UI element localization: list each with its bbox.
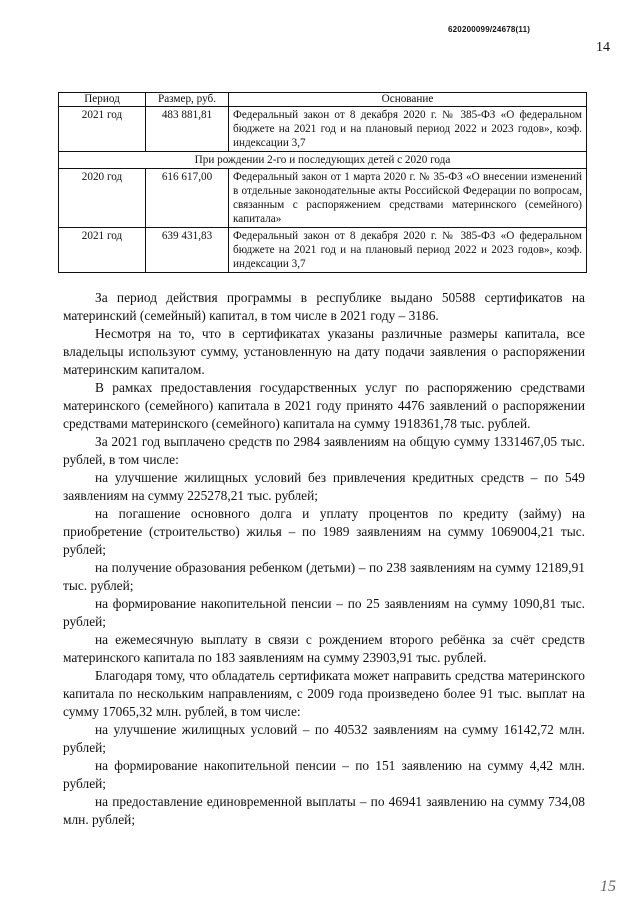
cell-period: 2020 год xyxy=(59,169,146,228)
list-item: на погашение основного долга и уплату процентов по кредиту (займу) на приобретение (строительство) жилья – по 1989 заявлениям на сумму 1069004,21 тыс. рублей; xyxy=(63,506,585,557)
cell-basis: Федеральный закон от 8 декабря 2020 г. № 385-ФЗ «О федеральном бюджете на 2021 год и на плановый период 2022 и 2023 годов», коэф. индексации 3,7 xyxy=(229,228,587,273)
list-item: на формирование накопительной пенсии – по 25 заявлениям на сумму 1090,81 тыс. рублей; xyxy=(63,596,585,629)
cell-basis: Федеральный закон от 1 марта 2020 г. № 35-ФЗ «О внесении изменений в отдельные законодательные акты Российской Федерации по вопросам, связанным с распоряжением средствами материнского (семейного) капитала» xyxy=(229,169,587,228)
paragraph-paid-2021: За 2021 год выплачено средств по 2984 заявлениям на общую сумму 1331467,05 тыс. рублей, в том числе: xyxy=(63,434,585,467)
cell-amount: 639 431,83 xyxy=(146,228,229,273)
table-section-row xyxy=(59,152,587,169)
table-header-row xyxy=(59,93,587,107)
capital-size-table xyxy=(58,92,587,273)
cell-period: 2021 год xyxy=(59,107,146,152)
cell-period: 2021 год xyxy=(59,228,146,273)
handwritten-page-mark: 15 xyxy=(600,878,616,895)
paragraph-certificates: За период действия программы в республике выдано 50588 сертификатов на материнский (семейный) капитал, в том числе в 2021 году – 3186. xyxy=(63,290,585,323)
list-item: на формирование накопительной пенсии – по 151 заявлению на сумму 4,42 млн. рублей; xyxy=(63,758,585,791)
list-item: на улучшение жилищных условий – по 40532 заявлениям на сумму 16142,72 млн. рублей; xyxy=(63,722,585,755)
paragraph-since-2009: Благодаря тому, что обладатель сертификата может направить средства материнского капитала по нескольким направлениям, с 2009 года произведено более 91 тыс. выплат на сумму 17065,32 млн. рублей, в том числе: xyxy=(63,668,585,719)
header-basis: Основание xyxy=(229,93,587,107)
list-item: на предоставление единовременной выплаты – по 46941 заявлению на сумму 734,08 млн. рублей; xyxy=(63,794,585,827)
header-period: Период xyxy=(59,93,146,107)
cell-basis: Федеральный закон от 8 декабря 2020 г. № 385-ФЗ «О федеральном бюджете на 2021 год и на плановый период 2022 и 2023 годов», коэф. индексации 3,7 xyxy=(229,107,587,152)
section-heading: При рождении 2-го и последующих детей с 2020 года xyxy=(59,152,587,169)
table-row xyxy=(59,107,587,152)
cell-amount: 483 881,81 xyxy=(146,107,229,152)
header-amount: Размер, руб. xyxy=(146,93,229,107)
table-row xyxy=(59,169,587,228)
document-id: 620200099/24678(11) xyxy=(448,25,531,34)
list-item: на улучшение жилищных условий без привлечения кредитных средств – по 549 заявлениям на сумму 225278,21 тыс. рублей; xyxy=(63,470,585,503)
cell-amount: 616 617,00 xyxy=(146,169,229,228)
paragraph-applications: В рамках предоставления государственных услуг по распоряжению средствами материнского (семейного) капитала в 2021 году принято 4476 заявлений о распоряжении средствами материнского (семейного) капитала на сумму 1918361,78 тыс. рублей. xyxy=(63,380,585,431)
body-text xyxy=(63,289,585,829)
list-item: на ежемесячную выплату в связи с рождением второго ребёнка за счёт средств материнского капитала по 183 заявлениям на сумму 23903,91 тыс. рублей. xyxy=(63,632,585,665)
paragraph-amount-note: Несмотря на то, что в сертификатах указаны различные размеры капитала, все владельцы используют сумму, установленную на дату подачи заявления о распоряжении материнским капиталом. xyxy=(63,326,585,377)
table-row xyxy=(59,228,587,273)
list-item: на получение образования ребенком (детьми) – по 238 заявлениям на сумму 12189,91 тыс. рублей; xyxy=(63,560,585,593)
page-number: 14 xyxy=(596,40,610,55)
